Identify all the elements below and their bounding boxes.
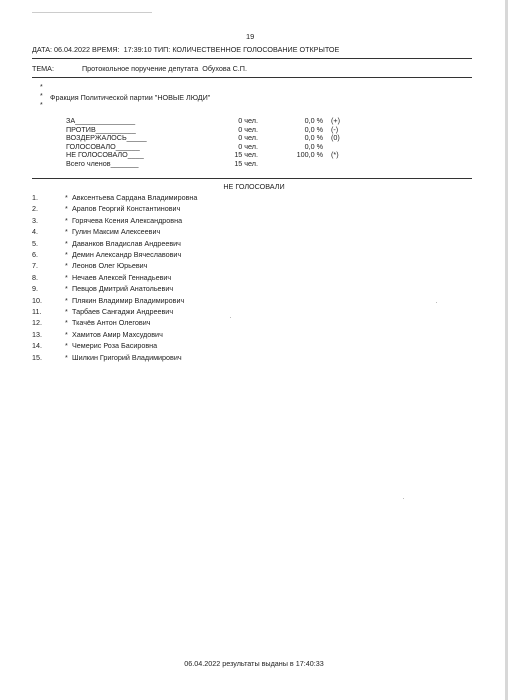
row-mark: *: [65, 341, 68, 351]
deputy-name: Ткачёв Антон Олегович: [72, 318, 151, 328]
scan-mark: [32, 12, 152, 13]
summary-symbol: (*): [331, 150, 339, 160]
row-number: 13.: [32, 329, 42, 339]
summary-label: Всего членов_______: [66, 159, 139, 168]
summary-label: ВОЗДЕРЖАЛОСЬ_____: [66, 133, 147, 143]
row-mark: *: [65, 227, 68, 237]
summary-label: НЕ ГОЛОСОВАЛО____: [66, 150, 144, 160]
summary-percent: 0,0 %: [304, 116, 323, 125]
asterisk-mark: *: [40, 93, 43, 100]
row-number: 8.: [32, 272, 38, 282]
summary-symbol: (-): [331, 124, 339, 134]
summary-count: 0 чел.: [238, 124, 258, 134]
deputy-name: Плякин Владимир Владимирович: [72, 295, 185, 305]
summary-percent: 0,0 %: [304, 124, 323, 134]
row-number: 7.: [32, 261, 38, 271]
date-label: ДАТА:: [32, 45, 53, 54]
deputy-name: Нечаев Алексей Геннадьевич: [72, 272, 172, 282]
row-number: 5.: [32, 238, 38, 248]
deputy-name: Авксентьева Сардана Владимировна: [72, 193, 198, 202]
row-number: 9.: [32, 284, 38, 294]
row-number: 11.: [32, 307, 42, 316]
row-number: 15.: [32, 352, 42, 362]
row-mark: *: [65, 238, 68, 248]
row-mark: *: [65, 352, 68, 362]
row-number: 1.: [32, 193, 38, 202]
row-mark: *: [65, 250, 68, 259]
summary-count: 0 чел.: [238, 116, 258, 125]
row-mark: *: [65, 193, 68, 202]
summary-label: ЗА_______________: [66, 116, 136, 125]
row-number: 10.: [32, 295, 42, 305]
summary-percent: 100,0 %: [296, 150, 323, 160]
divider: [32, 178, 472, 179]
row-mark: *: [65, 318, 68, 328]
summary-symbol: (0): [331, 133, 340, 143]
date-value: 06.04.2022: [54, 45, 91, 54]
deputy-name: Демин Александр Вячеславович: [72, 250, 182, 259]
scan-speck: [403, 498, 404, 499]
summary-percent: 0,0 %: [304, 133, 323, 143]
row-mark: *: [65, 284, 68, 294]
divider: [32, 58, 472, 59]
row-number: 3.: [32, 215, 38, 225]
deputy-name: Тарбаев Сангаджи Андреевич: [72, 307, 174, 316]
deputy-name: Гулин Максим Алексеевич: [72, 227, 161, 237]
summary-count: 15 чел.: [234, 150, 258, 160]
footer-timestamp: 06.04.2022 результаты выданы в 17:40:33: [184, 659, 324, 668]
summary-label: ПРОТИВ__________: [66, 124, 136, 134]
scan-speck: [436, 302, 437, 303]
summary-label: ГОЛОСОВАЛО______: [66, 141, 140, 151]
row-number: 6.: [32, 250, 38, 259]
row-number: 2.: [32, 204, 38, 214]
asterisk-mark: *: [40, 102, 43, 109]
deputy-name: Шилкин Григорий Владимирович: [72, 352, 182, 362]
row-number: 14.: [32, 341, 42, 351]
deputy-name: Леонов Олег Юрьевич: [72, 261, 148, 271]
row-mark: *: [65, 261, 68, 271]
deputy-name: Горячева Ксения Александровна: [72, 215, 183, 225]
deputy-name: Чемерис Роза Басировна: [72, 341, 158, 351]
row-mark: *: [65, 307, 68, 316]
time-value: 17:39:10: [123, 45, 152, 54]
type-value: КОЛИЧЕСТВЕННОЕ ГОЛОСОВАНИЕ ОТКРЫТОЕ: [172, 45, 340, 54]
faction-title: Фракция Политической партии "НОВЫЕ ЛЮДИ": [50, 93, 211, 102]
asterisk-mark: *: [40, 84, 43, 91]
row-mark: *: [65, 204, 68, 214]
theme-label: ТЕМА:: [32, 64, 54, 73]
row-number: 4.: [32, 227, 38, 237]
row-number: 12.: [32, 318, 42, 328]
deputy-name: Даванков Владислав Андреевич: [72, 238, 181, 248]
scan-speck: [230, 317, 231, 318]
summary-percent: 0,0 %: [304, 141, 323, 151]
deputy-name: Арапов Георгий Константинович: [72, 204, 181, 214]
summary-symbol: (+): [331, 116, 340, 125]
vote-header: [32, 45, 339, 54]
not-voted-title: НЕ ГОЛОСОВАЛИ: [223, 182, 285, 191]
row-mark: *: [65, 215, 68, 225]
summary-count: 15 чел.: [234, 159, 258, 168]
page-number: 19: [246, 32, 255, 41]
summary-count: 0 чел.: [238, 133, 258, 143]
summary-count: 0 чел.: [238, 141, 258, 151]
time-label: ВРЕМЯ:: [92, 45, 120, 54]
row-mark: *: [65, 329, 68, 339]
deputy-name: Хамитов Амир Махсудович: [72, 329, 163, 339]
row-mark: *: [65, 272, 68, 282]
row-mark: *: [65, 295, 68, 305]
type-label: ТИП:: [153, 45, 171, 54]
divider: [32, 77, 472, 78]
deputy-name: Певцов Дмитрий Анатольевич: [72, 284, 174, 294]
theme-value: Протокольное поручение депутата Обухова С.П.: [82, 64, 247, 73]
